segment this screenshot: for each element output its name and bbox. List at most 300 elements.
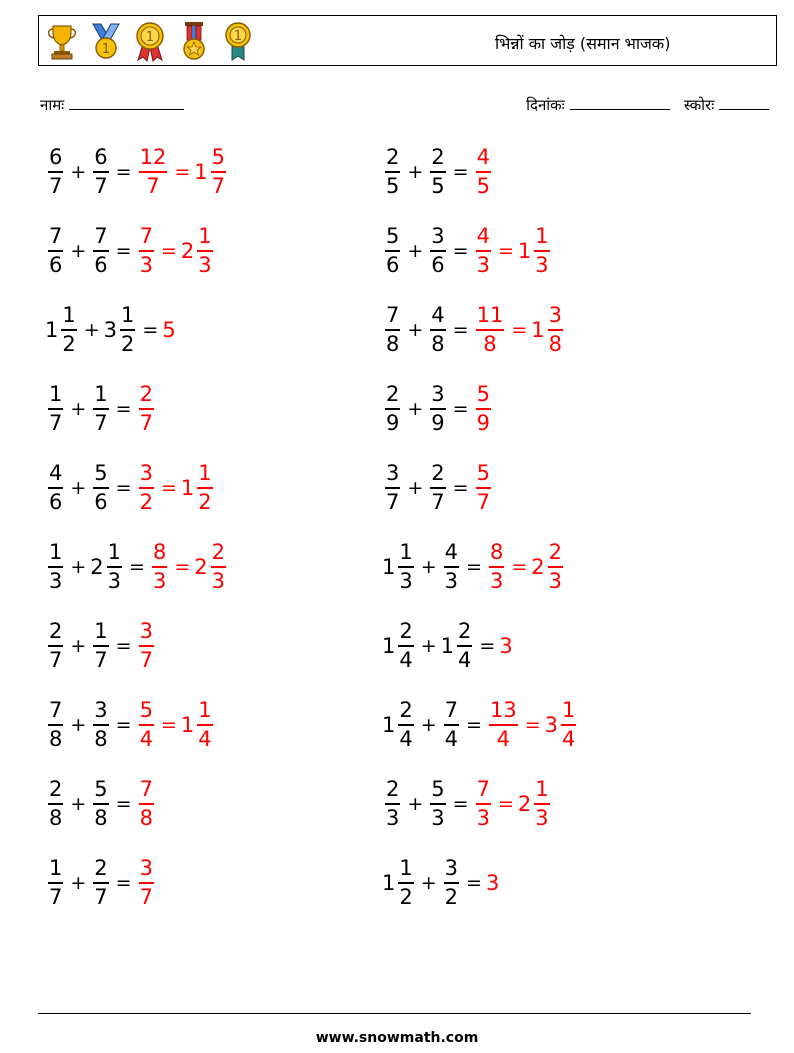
fraction [139,147,168,197]
numerator: 1 [94,619,108,644]
fraction-bar [139,724,154,726]
numerator: 2 [458,619,472,644]
denominator: 4 [562,726,576,751]
denominator: 3 [198,252,212,277]
numerator: 6 [94,145,108,170]
numerator: 5 [139,698,153,723]
fraction [385,305,400,355]
fraction-bar [211,566,226,568]
fraction-bar [561,724,576,726]
answer [136,384,157,434]
answer [473,463,494,513]
denominator: 7 [476,489,490,514]
numerator: 4 [476,145,490,170]
problem-6 [382,290,566,370]
fraction [139,463,154,513]
answer [486,871,499,895]
fraction-bar [48,487,63,489]
fraction [385,147,400,197]
fraction [48,542,63,592]
denominator: 7 [211,173,225,198]
whole-number: 1 [517,239,532,263]
denominator: 2 [399,884,413,909]
denominator: 7 [49,884,63,909]
equals-sign: = [115,872,132,894]
equals-sign: = [115,161,132,183]
denominator: 7 [431,489,445,514]
fraction-bar [120,329,135,331]
fraction-bar [197,487,212,489]
plus-sign: + [420,635,437,657]
denominator: 8 [94,726,108,751]
equals-sign: = [115,793,132,815]
fraction [430,384,445,434]
problem-7 [45,369,157,449]
fraction [476,384,491,434]
numerator: 8 [152,540,167,565]
fraction [548,305,563,355]
numerator: 2 [49,619,63,644]
fraction [476,226,491,276]
plus-sign: + [70,398,87,420]
denominator: 8 [548,331,562,356]
denominator: 3 [107,568,122,593]
fraction [430,226,445,276]
numerator: 3 [139,856,153,881]
denominator: 4 [496,726,511,751]
fraction [93,700,108,750]
numerator: 5 [211,145,225,170]
denominator: 7 [94,410,108,435]
fraction-bar [93,645,108,647]
denominator: 2 [121,331,135,356]
fraction-bar [489,724,518,726]
fraction-bar [430,171,445,173]
numerator: 11 [476,303,504,328]
fraction-bar [48,171,63,173]
fraction-bar [93,803,108,805]
denominator: 4 [198,726,212,751]
denominator: 6 [94,252,108,277]
fraction-bar [489,566,504,568]
fraction-bar [139,171,168,173]
fraction [197,463,212,513]
equals-sign: = [466,714,482,736]
whole-number: 2 [180,239,195,263]
equals-sign: = [115,477,132,499]
fraction [476,463,491,513]
fraction-bar [139,487,154,489]
plus-sign: + [420,714,437,736]
numerator: 2 [548,540,563,565]
denominator: 7 [94,647,108,672]
denominator: 2 [62,331,76,356]
answer [473,779,553,829]
denominator: 7 [146,173,160,198]
fraction-bar [476,803,491,805]
denominator: 4 [444,726,459,751]
plus-sign: + [70,793,87,815]
fraction-bar [385,171,400,173]
fraction [139,700,154,750]
fraction-bar [93,408,108,410]
fraction [197,700,212,750]
fraction [548,542,563,592]
denominator: 3 [211,568,226,593]
denominator: 7 [139,410,153,435]
denominator: 7 [94,884,108,909]
denominator: 3 [431,805,445,830]
fraction [93,779,108,829]
denominator: 8 [49,805,63,830]
numerator: 7 [49,224,63,249]
name-label: नामः [40,96,65,114]
answer [473,384,494,434]
whole-number: 1 [382,555,396,579]
fraction [398,858,413,908]
equals-sign: = [129,556,145,578]
numerator: 1 [535,777,549,802]
numerator: 1 [535,224,549,249]
answer [473,226,553,276]
equals-sign: = [524,714,541,736]
fraction [93,147,108,197]
denominator: 7 [139,884,153,909]
denominator: 6 [431,252,445,277]
answer [136,621,157,671]
fraction-bar [534,803,549,805]
whole-number: 1 [382,871,396,895]
fraction-bar [139,408,154,410]
fraction [444,700,459,750]
numerator: 2 [431,145,445,170]
fraction-bar [139,250,154,252]
numerator: 1 [62,303,76,328]
numerator: 1 [399,856,413,881]
numerator: 3 [431,224,445,249]
denominator: 9 [386,410,400,435]
problem-13 [45,606,157,686]
equals-sign: = [452,161,469,183]
denominator: 3 [152,568,167,593]
denominator: 7 [49,173,63,198]
fraction-bar [385,408,400,410]
fraction-bar [548,329,563,331]
fraction-bar [385,329,400,331]
numerator: 7 [49,698,63,723]
numerator: 7 [94,224,108,249]
plus-sign: + [70,556,87,578]
equals-sign: = [174,556,191,578]
numerator: 1 [49,382,63,407]
worksheet-title: भिन्नों का जोड़ (समान भाजक) [495,34,671,53]
fraction [385,226,400,276]
whole-number: 2 [531,555,545,579]
denominator: 9 [476,410,490,435]
denominator: 4 [399,726,413,751]
fraction-bar [430,487,445,489]
denominator: 8 [431,331,445,356]
equals-sign: = [452,319,469,341]
whole-number: 3 [103,318,118,342]
answer [473,147,494,197]
answer [499,634,512,658]
numerator: 7 [476,777,490,802]
denominator: 5 [386,173,400,198]
whole-number: 2 [90,555,104,579]
equals-sign: = [174,161,191,183]
problem-19 [45,843,157,923]
plus-sign: + [407,319,424,341]
denominator: 3 [535,252,549,277]
fraction-bar [61,329,76,331]
equals-sign: = [511,556,528,578]
fraction [211,542,226,592]
answer [136,858,157,908]
numerator: 2 [49,777,63,802]
fraction [489,542,504,592]
fraction [398,621,413,671]
fraction [93,621,108,671]
fraction [444,542,459,592]
fraction [211,147,226,197]
numerator: 2 [431,461,445,486]
numerator: 3 [548,303,562,328]
svg-text:1: 1 [233,29,243,44]
denominator: 3 [399,568,413,593]
fraction [93,226,108,276]
problem-5 [45,290,176,370]
problem-8 [382,369,494,449]
numerator: 2 [211,540,226,565]
fraction-bar [476,171,491,173]
answer [149,542,229,592]
denominator: 7 [49,410,63,435]
fraction-bar [48,724,63,726]
numerator: 8 [489,540,504,565]
answer [473,305,566,355]
fraction-bar [548,566,563,568]
plus-sign: + [407,793,424,815]
numerator: 2 [386,145,400,170]
fraction [139,384,154,434]
denominator: 7 [49,647,63,672]
fraction-bar [93,487,108,489]
numerator: 7 [386,303,400,328]
fraction-bar [430,408,445,410]
fraction [534,779,549,829]
fraction [107,542,122,592]
fraction [93,858,108,908]
denominator: 4 [399,647,413,672]
plus-sign: + [70,240,87,262]
fraction [430,779,445,829]
fraction [139,858,154,908]
fraction [139,226,154,276]
fraction-bar [139,645,154,647]
fraction-bar [139,882,154,884]
fraction-bar [430,329,445,331]
fraction [48,147,63,197]
numerator: 3 [444,856,459,881]
denominator: 8 [386,331,400,356]
problem-11 [45,527,229,607]
denominator: 6 [94,489,108,514]
whole-number: 1 [180,713,195,737]
denominator: 3 [444,568,459,593]
numerator: 3 [386,461,400,486]
whole-number: 1 [45,318,59,342]
plus-sign: + [420,872,437,894]
problem-14 [382,606,513,686]
problem-3 [45,211,216,291]
problem-20 [382,843,499,923]
fraction [398,542,413,592]
fraction-bar [152,566,167,568]
plus-sign: + [70,714,87,736]
problem-18 [382,764,553,844]
numerator: 7 [139,777,153,802]
denominator: 3 [535,805,549,830]
denominator: 7 [94,173,108,198]
equals-sign: = [115,240,132,262]
whole-number: 2 [517,792,532,816]
denominator: 8 [483,331,497,356]
numerator: 4 [49,461,63,486]
fraction [61,305,76,355]
fraction [48,700,63,750]
numerator: 12 [139,145,167,170]
denominator: 5 [476,173,490,198]
denominator: 4 [458,647,472,672]
fraction-bar [534,250,549,252]
numerator: 5 [386,224,400,249]
fraction [48,779,63,829]
whole-number: 1 [382,713,396,737]
fraction [430,147,445,197]
fraction [534,226,549,276]
numerator: 1 [198,224,212,249]
equals-sign: = [115,635,132,657]
answer [136,226,216,276]
fraction [139,621,154,671]
problem-10 [382,448,494,528]
numerator: 13 [489,698,517,723]
equals-sign: = [511,319,528,341]
denominator: 3 [49,568,63,593]
fraction-bar [385,487,400,489]
denominator: 7 [139,647,153,672]
fraction-bar [476,329,505,331]
problem-2 [382,132,494,212]
fraction-bar [48,882,63,884]
equals-sign: = [479,635,496,657]
fraction-bar [48,566,63,568]
equals-sign: = [452,398,469,420]
equals-sign: = [452,240,469,262]
fraction-bar [398,566,413,568]
problem-16 [382,685,579,765]
denominator: 2 [444,884,459,909]
numerator: 5 [431,777,445,802]
problem-9 [45,448,216,528]
denominator: 6 [49,489,63,514]
fraction-bar [211,171,226,173]
fraction [398,700,413,750]
plus-sign: + [70,635,87,657]
numerator: 1 [562,698,576,723]
fraction-bar [48,250,63,252]
fraction [152,542,167,592]
fraction [489,700,518,750]
equals-sign: = [497,793,514,815]
fraction-bar [476,408,491,410]
equals-sign: = [115,398,132,420]
denominator: 6 [386,252,400,277]
fraction-bar [430,250,445,252]
numerator: 3 [431,382,445,407]
numerator: 5 [476,461,490,486]
fraction [48,858,63,908]
numerator: 1 [49,540,63,565]
date-label: दिनांकः [526,96,565,114]
problem-15 [45,685,216,765]
fraction [120,305,135,355]
whole-number: 1 [194,160,208,184]
numerator: 1 [94,382,108,407]
whole-number: 3 [485,871,500,895]
numerator: 2 [399,619,413,644]
fraction-bar [107,566,122,568]
fraction [444,858,459,908]
plus-sign: + [70,161,87,183]
whole-number: 3 [499,634,513,658]
numerator: 2 [386,777,400,802]
numerator: 3 [139,619,153,644]
equals-sign: = [466,872,482,894]
footer-url: www.snowmath.com [315,1030,479,1046]
equals-sign: = [160,714,177,736]
problem-4 [382,211,553,291]
denominator: 8 [94,805,108,830]
fraction [139,779,154,829]
fraction-bar [398,882,413,884]
answer [136,700,216,750]
problem-12 [382,527,566,607]
problem-1 [45,132,229,212]
denominator: 6 [49,252,63,277]
denominator: 5 [431,173,445,198]
denominator: 2 [198,489,212,514]
fraction-bar [385,250,400,252]
fraction [476,779,491,829]
answer [136,147,229,197]
numerator: 1 [121,303,135,328]
fraction-bar [385,803,400,805]
fraction [48,621,63,671]
fraction [430,463,445,513]
numerator: 5 [476,382,490,407]
fraction-bar [476,487,491,489]
whole-number: 5 [162,318,176,342]
numerator: 7 [444,698,459,723]
fraction-bar [48,408,63,410]
svg-text:1: 1 [101,42,111,57]
numerator: 3 [94,698,108,723]
numerator: 2 [139,382,153,407]
whole-number: 1 [180,476,195,500]
numerator: 1 [49,856,63,881]
